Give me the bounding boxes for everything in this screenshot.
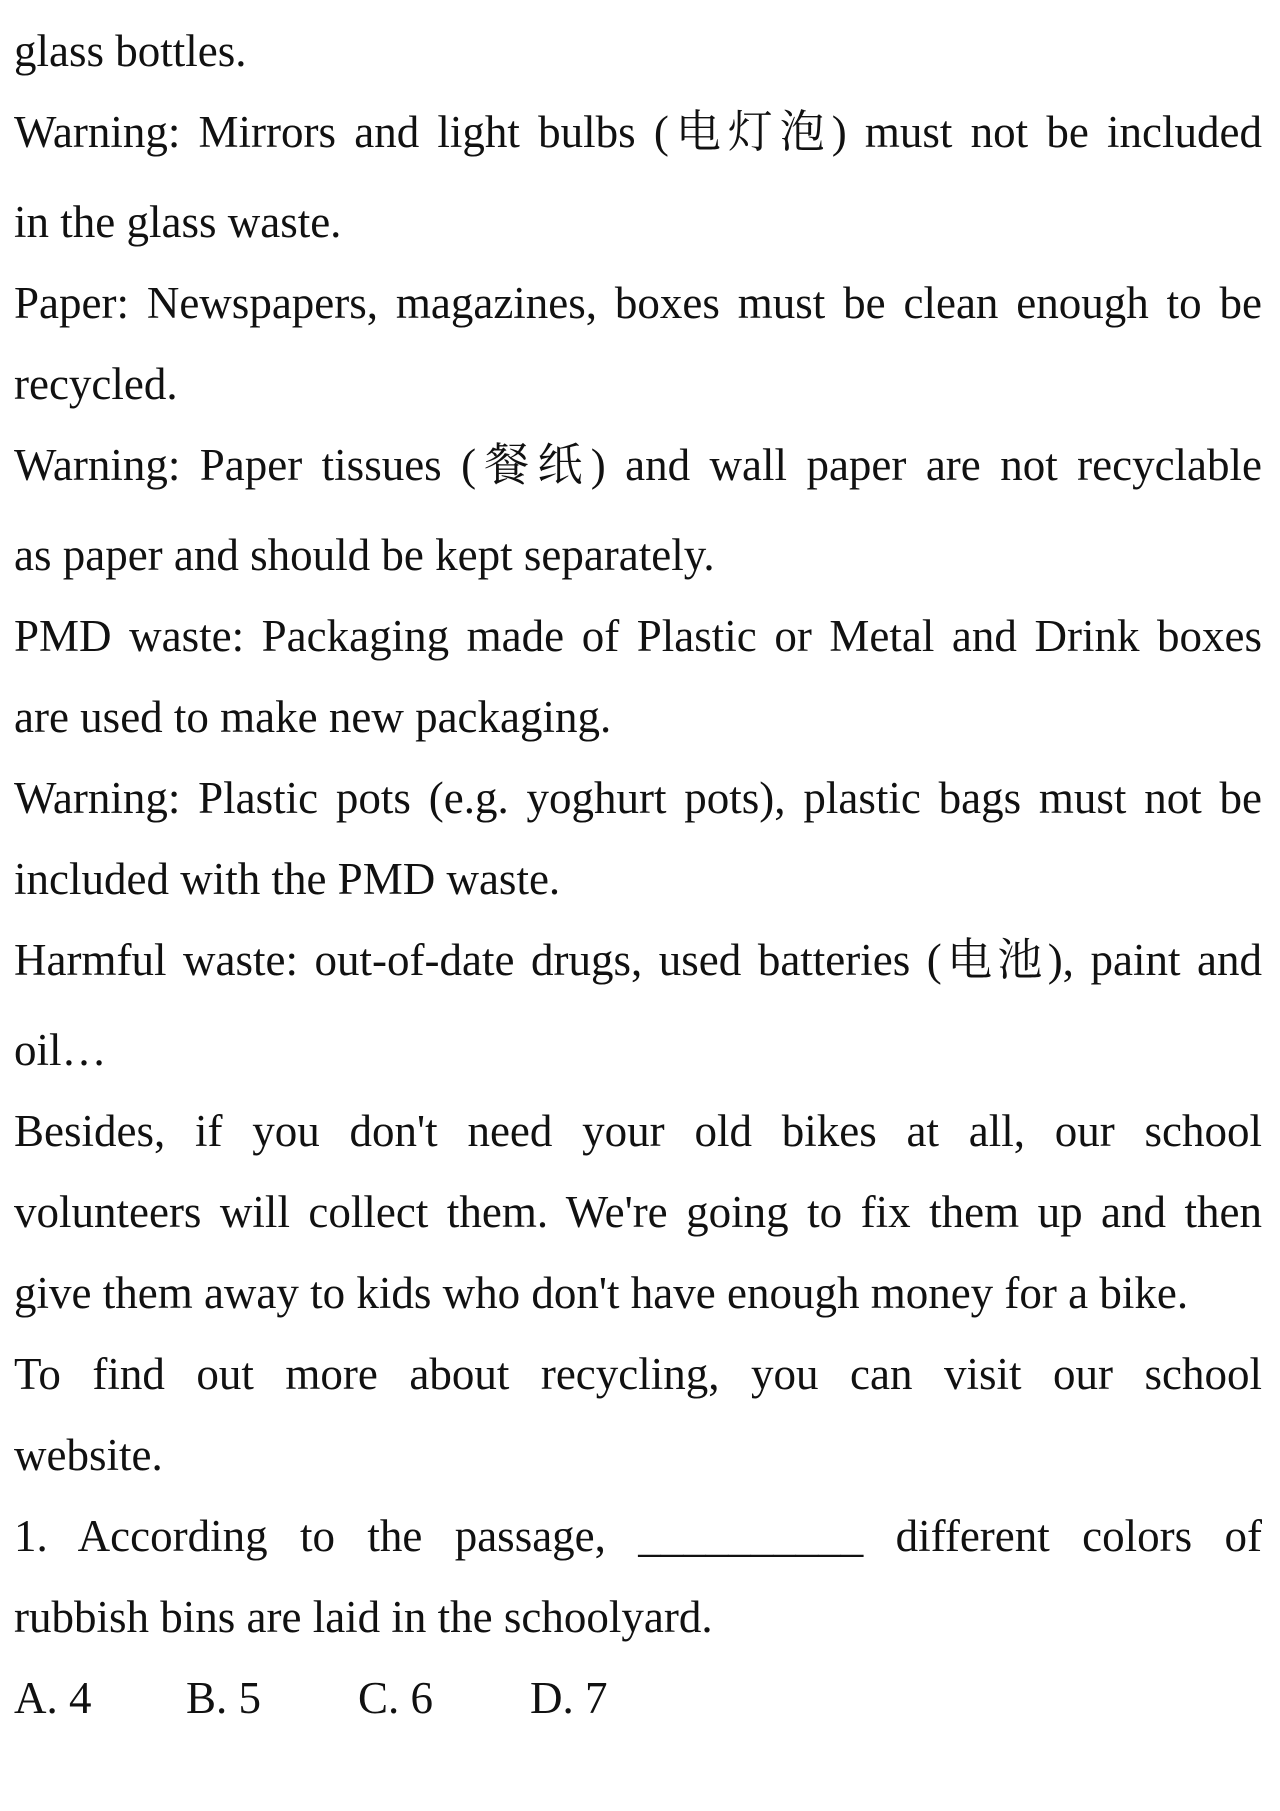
answer-option: D. 7 — [530, 1673, 608, 1723]
passage-text — [14, 18, 1262, 1665]
text-line: glass bottles. — [14, 26, 247, 76]
document-page — [14, 18, 1262, 1746]
text-line: give them away to kids who don't have enough money for a bike. — [14, 1268, 1189, 1318]
text-line: Harmful waste: out-of-date drugs, used batteries (电池), paint and — [14, 935, 1262, 985]
text-line: website. — [14, 1430, 163, 1480]
text-line: Paper: Newspapers, magazines, boxes must be clean enough to be — [14, 278, 1262, 328]
text-line: oil… — [14, 1025, 107, 1075]
answer-options — [14, 1665, 1262, 1746]
text-line: To find out more about recycling, you can visit our school — [14, 1349, 1262, 1399]
text-line: in the glass waste. — [14, 197, 342, 247]
text-line: Besides, if you don't need your old bikes at all, our school — [14, 1106, 1262, 1156]
text-line: PMD waste: Packaging made of Plastic or Metal and Drink boxes — [14, 611, 1262, 661]
text-line: recycled. — [14, 359, 178, 409]
text-line: Warning: Mirrors and light bulbs (电灯泡) must not be included — [14, 107, 1262, 157]
text-line: as paper and should be kept separately. — [14, 530, 715, 580]
text-line: Warning: Paper tissues (餐纸) and wall paper are not recyclable — [14, 440, 1262, 490]
text-line: are used to make new packaging. — [14, 692, 612, 742]
text-line: Warning: Plastic pots (e.g. yoghurt pots), plastic bags must not be — [14, 773, 1262, 823]
answer-option: C. 6 — [358, 1673, 434, 1723]
text-line: included with the PMD waste. — [14, 854, 561, 904]
text-line: rubbish bins are laid in the schoolyard. — [14, 1592, 713, 1642]
text-line: 1. According to the passage, __________ different colors of — [14, 1511, 1262, 1561]
text-line: volunteers will collect them. We're going to fix them up and then — [14, 1187, 1262, 1237]
answer-option: A. 4 — [14, 1673, 92, 1723]
answer-option: B. 5 — [186, 1673, 262, 1723]
